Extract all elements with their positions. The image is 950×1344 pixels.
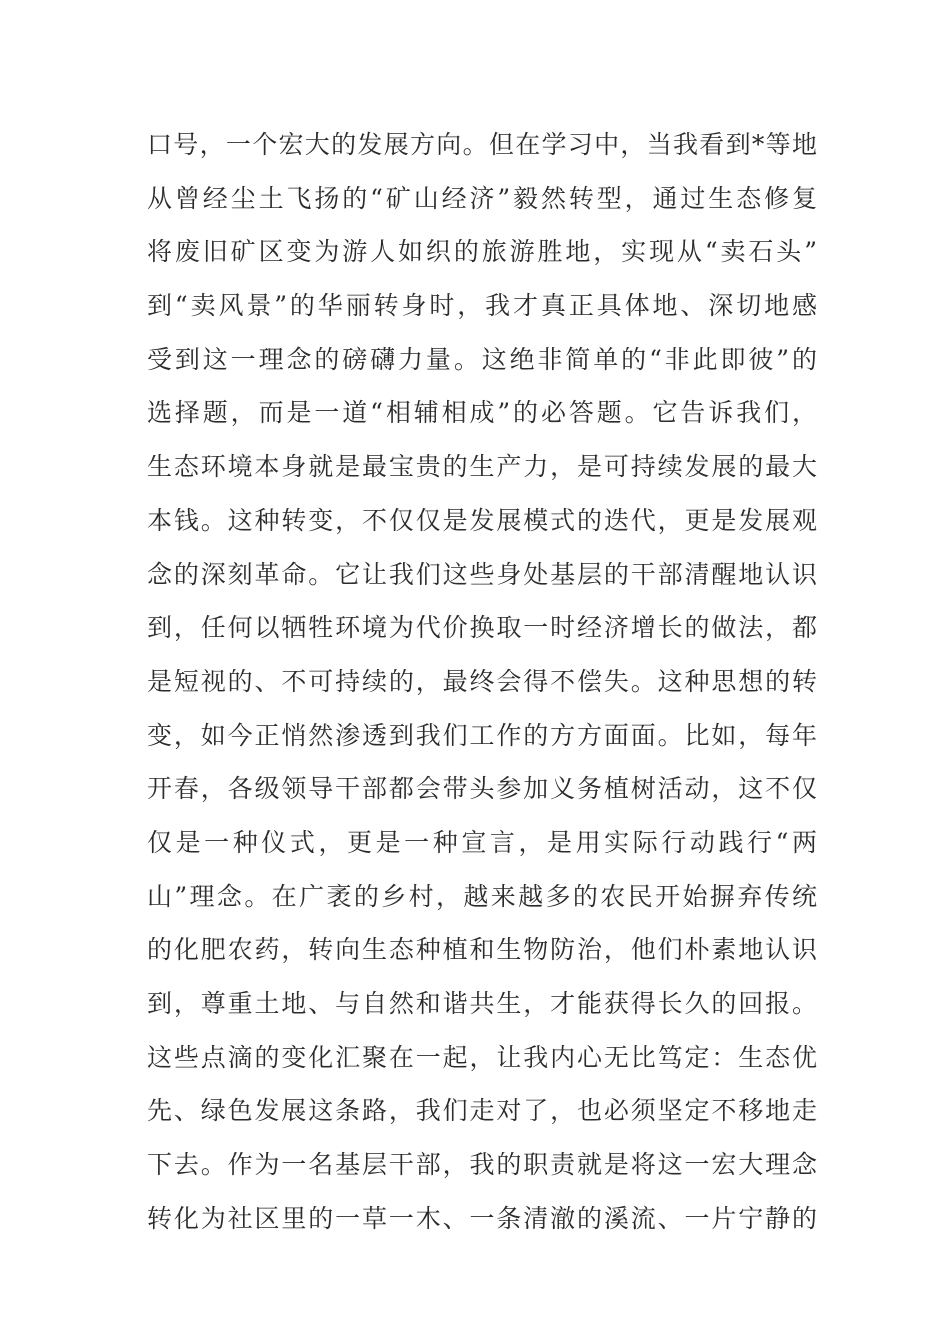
text-line: 到“卖风景”的华丽转身时，我才真正具体地、深切地感 [147,291,817,321]
text-line: 念的深刻革命。它让我们这些身处基层的干部清醒地认识 [147,559,817,589]
text-line: 山”理念。在广袤的乡村，越来越多的农民开始摒弃传统 [147,881,817,911]
text-line: 从曾经尘土飞扬的“矿山经济”毅然转型，通过生态修复 [147,183,817,213]
text-line: 的化肥农药，转向生态种植和生物防治，他们朴素地认识 [147,935,817,965]
text-line: 这些点滴的变化汇聚在一起，让我内心无比笃定：生态优 [147,1042,817,1072]
text-line: 先、绿色发展这条路，我们走对了，也必须坚定不移地走 [147,1096,817,1126]
body-paragraph [147,118,817,1245]
text-line: 生态环境本身就是最宝贵的生产力，是可持续发展的最大 [147,452,817,482]
text-line: 开春，各级领导干部都会带头参加义务植树活动，这不仅 [147,774,817,804]
text-line: 到，任何以牺牲环境为代价换取一时经济增长的做法，都 [147,613,817,643]
text-line: 下去。作为一名基层干部，我的职责就是将这一宏大理念 [147,1150,817,1180]
text-line: 变，如今正悄然渗透到我们工作的方方面面。比如，每年 [147,720,817,750]
text-line: 到，尊重土地、与自然和谐共生，才能获得长久的回报。 [147,989,817,1018]
text-line: 口号，一个宏大的发展方向。但在学习中，当我看到*等地 [147,130,817,159]
text-line: 是短视的、不可持续的，最终会得不偿失。这种思想的转 [147,666,817,696]
text-line: 本钱。这种转变，不仅仅是发展模式的迭代，更是发展观 [147,505,817,535]
text-line: 选择题，而是一道“相辅相成”的必答题。它告诉我们， [147,398,817,428]
text-line: 受到这一理念的磅礴力量。这绝非简单的“非此即彼”的 [147,344,817,374]
text-line: 转化为社区里的一草一木、一条清澈的溪流、一片宁静的 [147,1203,817,1233]
text-line: 仅是一种仪式，更是一种宣言，是用实际行动践行“两 [147,827,817,857]
text-line: 将废旧矿区变为游人如织的旅游胜地，实现从“卖石头” [147,237,817,267]
